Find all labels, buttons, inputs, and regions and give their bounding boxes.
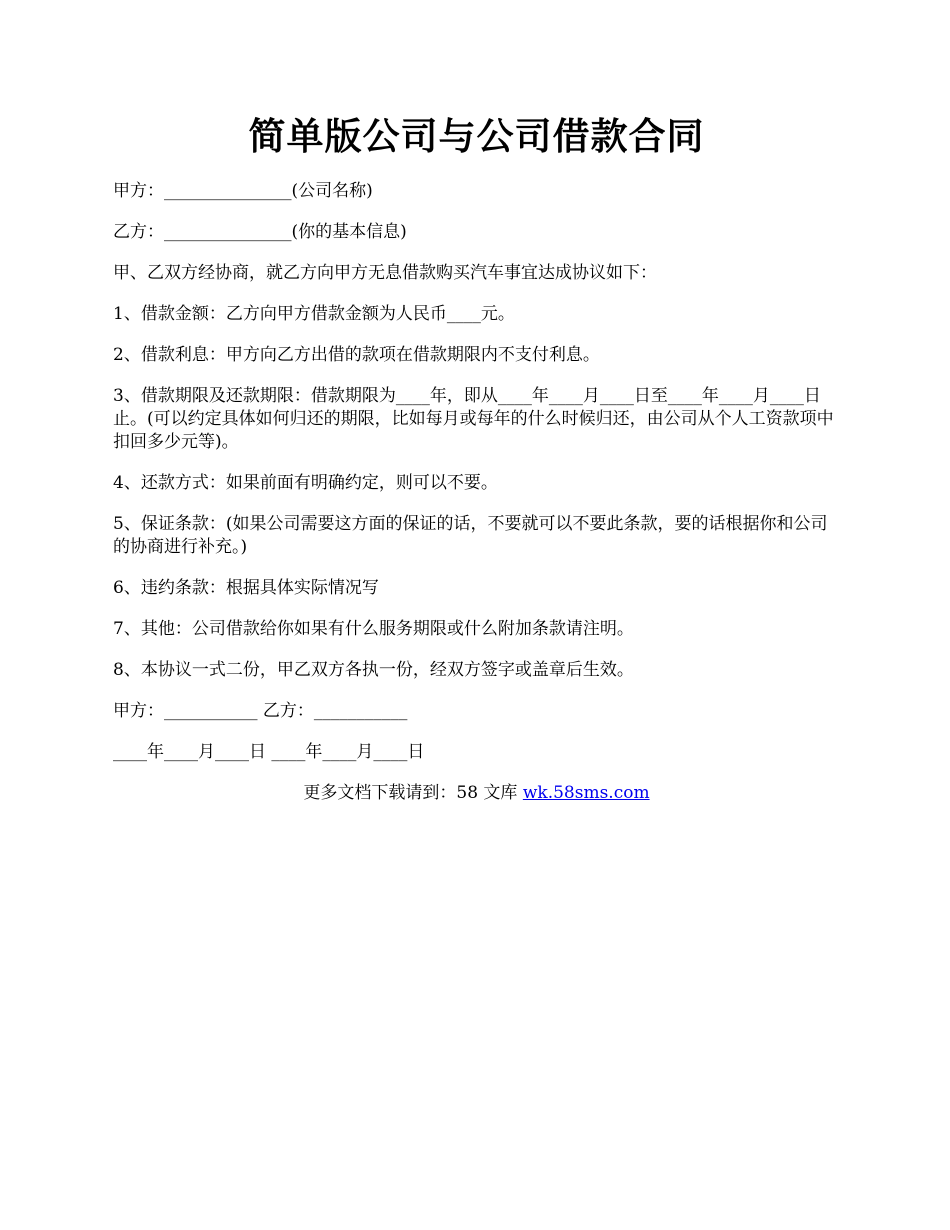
clause-5-guarantee: 5、保证条款：(如果公司需要这方面的保证的话，不要就可以不要此条款，要的话根据你和公司的协商进行补充。)	[113, 514, 828, 557]
party-b-line: 乙方：_______________(你的基本信息)	[113, 222, 407, 242]
signature-line: 甲方：___________ 乙方：___________	[113, 701, 408, 721]
clause-8-effect: 8、本协议一式二份，甲乙双方各执一份，经双方签字或盖章后生效。	[113, 660, 634, 680]
clause-4-repayment: 4、还款方式：如果前面有明确约定，则可以不要。	[113, 473, 498, 493]
clause-6-breach: 6、违约条款：根据具体实际情况写	[113, 578, 379, 598]
footer-text: 更多文档下载请到：58 文库	[303, 783, 523, 803]
clause-7-other: 7、其他：公司借款给你如果有什么服务期限或什么附加条款请注明。	[113, 619, 634, 639]
agreement-intro: 甲、乙双方经协商，就乙方向甲方无息借款购买汽车事宜达成协议如下：	[113, 263, 657, 283]
clause-2-interest: 2、借款利息：甲方向乙方出借的款项在借款期限内不支付利息。	[113, 345, 600, 365]
footer-link[interactable]: wk.58sms.com	[522, 783, 650, 803]
party-a-line: 甲方：_______________(公司名称)	[113, 181, 373, 201]
clause-1-amount: 1、借款金额：乙方向甲方借款金额为人民币____元。	[113, 304, 515, 324]
document-page	[113, 110, 840, 805]
date-line: ____年____月____日 ____年____月____日	[113, 742, 425, 762]
clause-3-term: 3、借款期限及还款期限：借款期限为____年，即从____年____月____日至____年____月____日止。(可以约定具体如何归还的期限，比如每月或每年的什么时候归还，由公司从个人工资款项中扣回多少元等)。	[113, 386, 834, 452]
document-title: 简单版公司与公司借款合同	[248, 114, 705, 158]
footer-note	[113, 782, 840, 805]
